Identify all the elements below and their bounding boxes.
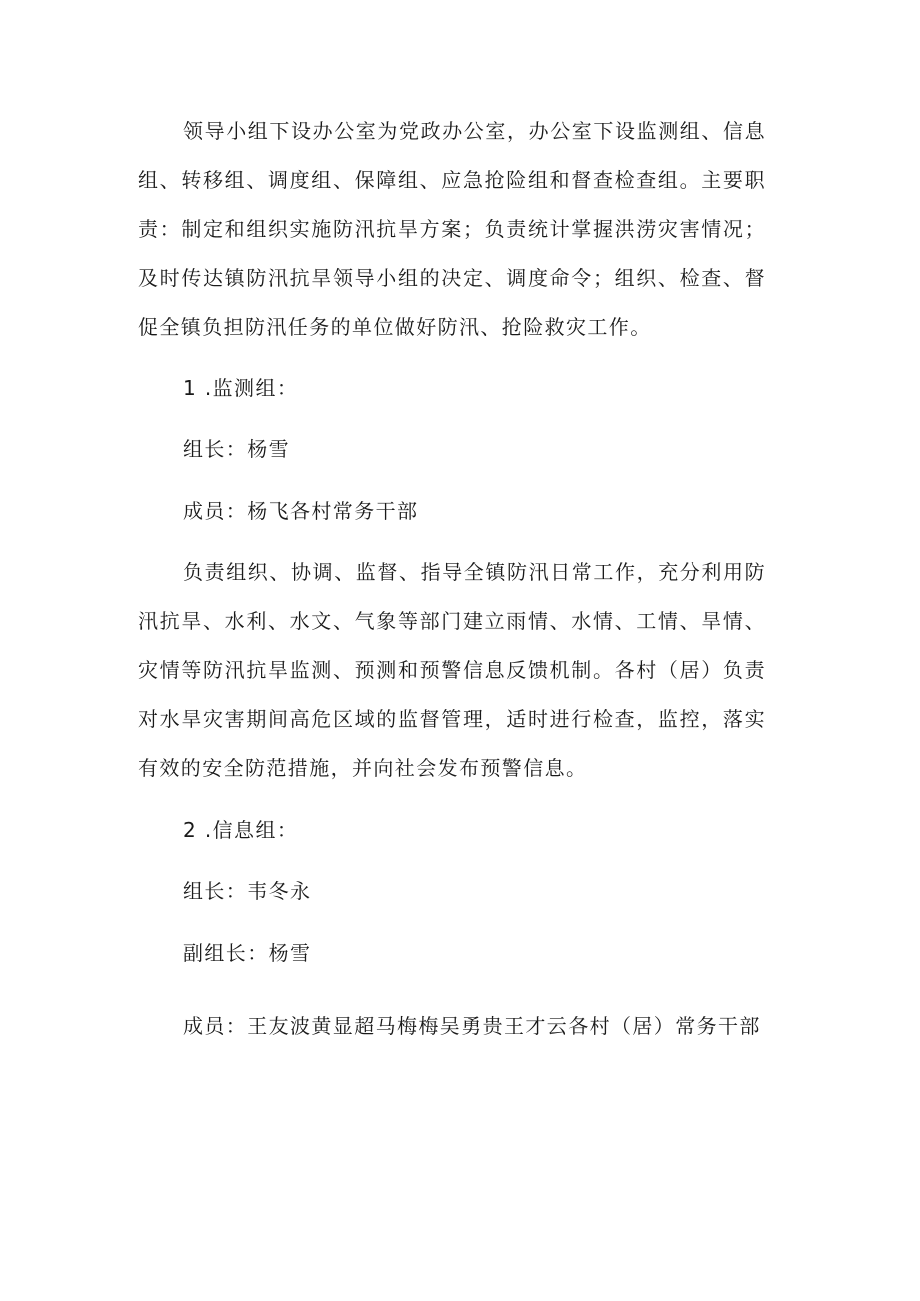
intro-paragraph: 领导小组下设办公室为党政办公室，办公室下设监测组、信息组、转移组、调度组、保障组、应急抢险组和督查检查组。主要职责：制定和组织实施防汛抗旱方案；负责统计掌握洪涝灾害情况；及时传达镇防汛抗旱领导小组的决定、调度命令；组织、检查、督促全镇负担防汛任务的单位做好防汛、抢险救灾工作。 <box>138 119 766 339</box>
group2-deputy: 副组长：杨雪 <box>183 941 312 965</box>
group2-leader: 组长：韦冬永 <box>183 879 312 903</box>
group2-heading: 2 .信息组： <box>183 818 299 842</box>
group2-members: 成员：王友波黄显超马梅梅吴勇贵王才云各村（居）常务干部 <box>183 1014 761 1038</box>
group1-members: 成员：杨飞各村常务干部 <box>183 499 419 523</box>
group1-heading: 1 .监测组： <box>183 376 299 400</box>
group1-leader: 组长：杨雪 <box>183 437 290 461</box>
group1-duties-paragraph: 负责组织、协调、监督、指导全镇防汛日常工作，充分利用防汛抗旱、水利、水文、气象等部门建立雨情、水情、工情、旱情、灾情等防汛抗旱监测、预测和预警信息反馈机制。各村（居）负责对水旱灾害期间高危区域的监督管理，适时进行检查，监控，落实有效的安全防范措施，并向社会发布预警信息。 <box>138 560 766 780</box>
